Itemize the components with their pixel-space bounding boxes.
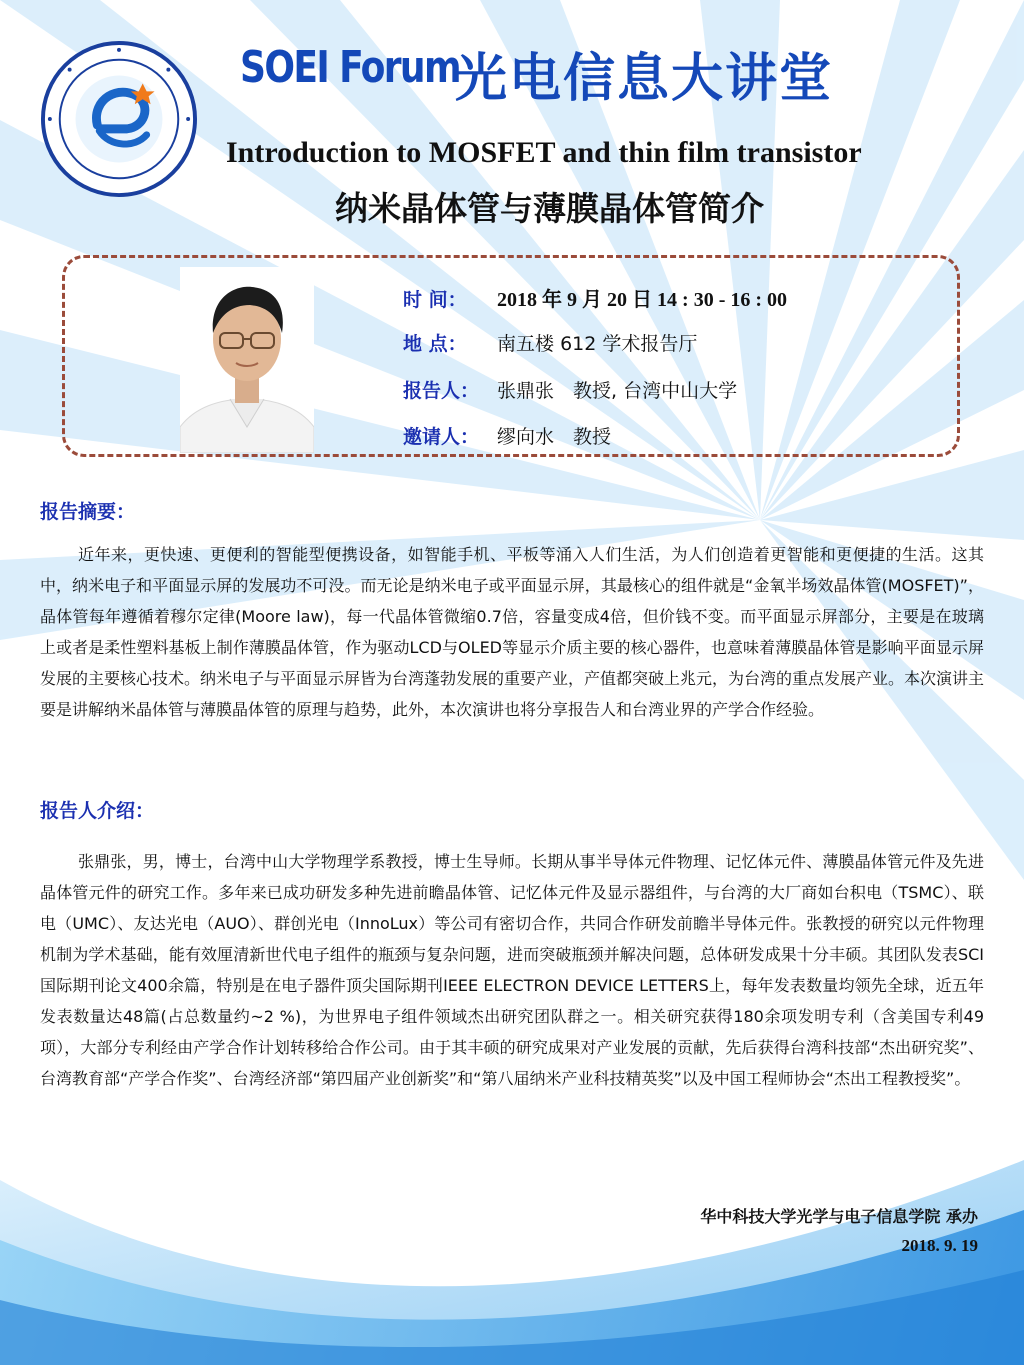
abstract-paragraph: 近年来，更快速、更便利的智能型便携设备，如智能手机、平板等涌入人们生活，为人们创造着更智能和更便捷的生活。这其中，纳米电子和平面显示屏的发展功不可没。而无论是纳米电子或平面显示屏，其最核心的组件就是“金氧半场效晶体管(MOSFET)”，晶体管每年遵循着穆尔定律(Moore law)，每一代晶体管微缩0.7倍，容量变成4倍，但价钱不变。而平面显示屏部分，主要是在玻璃上或者是柔性塑料基板上制作薄膜晶体管，作为驱动LCD与OLED等显示介质主要的核心器件，也意味着薄膜晶体管是影响平面显示屏发展的主要核心技术。纳米电子与平面显示屏皆为台湾蓬勃发展的重要产业，产值都突破上兆元，为台湾的重点发展产业。本次演讲主要是讲解纳米晶体管与薄膜晶体管的原理与趋势，此外，本次演讲也将分享报告人和台湾业界的产学合作经验。	[40, 545, 985, 719]
info-row-host	[403, 422, 611, 452]
speaker-label: 报告人：	[403, 380, 480, 402]
speaker-value: 张鼎张 教授, 台湾中山大学	[497, 380, 738, 402]
host-value: 缪向水 教授	[497, 426, 612, 448]
bio-text	[40, 846, 984, 1094]
time-label: 时 间：	[403, 289, 467, 311]
bio-heading: 报告人介绍：	[40, 800, 155, 822]
speaker-photo	[180, 267, 314, 453]
organizer-text: 华中科技大学光学与电子信息学院 承办	[700, 1207, 978, 1226]
school-logo-icon	[40, 40, 198, 198]
lecture-title-cn: 纳米晶体管与薄膜晶体管简介	[335, 189, 764, 228]
time-value: 2018 年 9 月 20 日 14 : 30 - 16 : 00	[497, 289, 788, 311]
info-row-place	[403, 329, 697, 359]
forum-title	[240, 42, 834, 109]
abstract-heading: 报告摘要：	[40, 501, 136, 523]
notice-date: 2018. 9. 19	[901, 1236, 978, 1255]
place-value: 南五楼 612 学术报告厅	[497, 333, 698, 355]
abstract-text	[40, 539, 984, 725]
info-row-speaker	[403, 376, 737, 406]
forum-title-cn: 光电信息大讲堂	[455, 49, 834, 109]
place-label: 地 点：	[403, 333, 467, 355]
host-label: 邀请人：	[403, 426, 480, 448]
forum-title-en: SOEI Forum	[240, 42, 460, 93]
bio-paragraph: 张鼎张，男，博士，台湾中山大学物理学系教授，博士生导师。长期从事半导体元件物理、记忆体元件、薄膜晶体管元件及先进晶体管元件的研究工作。多年来已成功研发多种先进前瞻晶体管、记忆体元件及显示器组件，与台湾的大厂商如台积电（TSMC）、联电（UMC）、友达光电（AUO）、群创光电（InnoLux）等公司有密切合作，共同合作研发前瞻半导体元件。张教授的研究以元件物理机制为学术基础，能有效厘清新世代电子组件的瓶颈与复杂问题，进而突破瓶颈并解决问题，总体研发成果十分丰硕。其团队发表SCI国际期刊论文400余篇，特别是在电子器件顶尖国际期刊IEEE ELECTRON DEVICE LETTERS上，每年发表数量均领先全球，近五年发表数量达48篇(占总数量约~2 %)，为世界电子组件领域杰出研究团队群之一。相关研究获得180余项发明专利（含美国专利49项），大部分专利经由产学合作计划转移给合作公司。由于其丰硕的研究成果对产业发展的贡献，先后获得台湾科技部“杰出研究奖”、台湾教育部“产学合作奖”、台湾经济部“第四届产业创新奖”和“第八届纳米产业科技精英奖”以及中国工程师协会“杰出工程教授奖”。	[40, 852, 984, 1088]
info-row-time	[403, 283, 787, 313]
lecture-title-en: Introduction to MOSFET and thin film transistor	[226, 136, 862, 169]
